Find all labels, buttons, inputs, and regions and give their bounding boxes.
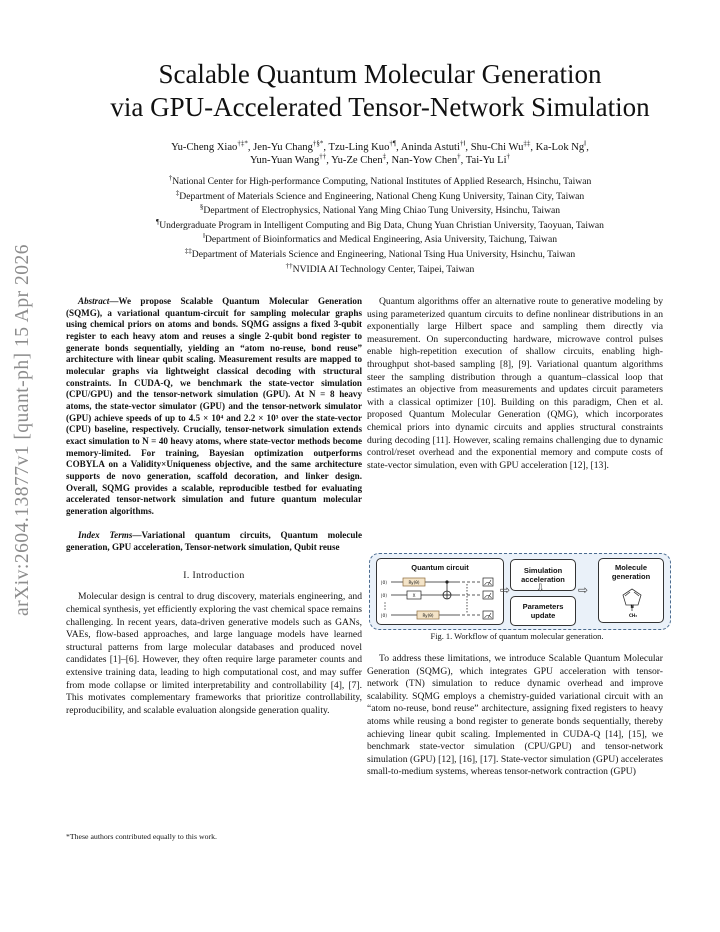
index-terms bbox=[66, 530, 362, 553]
arxiv-identifier bbox=[5, 200, 41, 660]
molecule-structure bbox=[599, 559, 665, 624]
quantum-circuit-label: Quantum circuit bbox=[411, 563, 469, 572]
atom-ch3: CH₃ bbox=[629, 613, 638, 618]
affiliation-list bbox=[60, 175, 700, 277]
left-column bbox=[66, 296, 362, 717]
affiliation-text: Department of Materials Science and Engineering, National Tsing Hua University, Hsinchu, Taiwan bbox=[191, 248, 576, 260]
author-name: Tai-Yu Li† bbox=[465, 152, 511, 167]
affiliation-mark: § bbox=[199, 203, 204, 211]
author-name: Yun-Yuan Wang†† bbox=[249, 152, 327, 167]
affiliation-text: Department of Materials Science and Engineering, National Cheng Kung University, Tainan City, Taiwan bbox=[179, 190, 585, 202]
author-affiliation-mark: †¶ bbox=[389, 139, 397, 148]
abstract-text: —We propose Scalable Quantum Molecular Generation (SQMG), a variational quantum-circuit for sampling molecular graphs using chemical priors on atoms and bonds. SQMG assigns a fixed 3-qubit register to each heavy atom and reuses a single 2-qubit bond register to generate bonds sequentially, yielding an “atom no-reuse, bond reuse” architecture with linear qubit scaling. Measurement results are mapped to molecular graphs via lightweight classical decoding with structural constraints. In CUDA-Q, we benchmark the state-vector simulation (CPU/GPU) and the tensor-network simulation (GPU). At N = 8 heavy atoms, the state-vector simulator (GPU) and the tensor-network simulator (GPU) achieve speeds of up to 4.5 × 10⁴ and 2.2 × 10³ over the state-vector (CPU) baseline, respectively. Crucially, tensor-network simulation extends exact simulation to N = 40 heavy atoms, where state-vector methods become memory-limited. For training, Bayesian optimization outperforms COBYLA on a Validity×Uniqueness objective, and the same architecture supports de novo generation, scaffold decoration, and linker design. Overall, SQMG provides a scalable, reproducible testbed for evaluating accelerated tensor-network simulation and future quantum molecular generation algorithms. bbox=[66, 296, 362, 516]
affiliation-mark: ¶ bbox=[156, 217, 160, 226]
abstract-label: Abstract bbox=[78, 296, 110, 306]
index-terms-text: —Variational quantum circuits, Quantum molecule generation, GPU acceleration, Tensor-network simulation, Qubit reuse bbox=[66, 530, 362, 553]
author-affiliation-mark: † bbox=[506, 152, 511, 161]
author-name: Yu-Cheng Xiao†‡* bbox=[171, 139, 248, 153]
affiliation bbox=[60, 204, 700, 219]
atom-n: N bbox=[630, 604, 634, 609]
author-affiliation-mark: ‡ bbox=[382, 152, 387, 161]
molecule-generation-label: Molecule generation bbox=[611, 563, 651, 581]
affiliation-text: Department of Bioinformatics and Medical Engineering, Asia University, Taichung, Taiwan bbox=[204, 234, 557, 246]
author-affiliation-mark: ‖ bbox=[584, 139, 587, 148]
author-affiliation-mark: ‡‡ bbox=[523, 139, 531, 148]
affiliation bbox=[60, 233, 700, 248]
ry-gate-label-1: Ry(θ) bbox=[408, 580, 420, 585]
molecule-generation-box bbox=[598, 558, 664, 623]
circuit-diagram bbox=[377, 559, 503, 624]
x-gate-label: X bbox=[412, 593, 416, 598]
affiliation bbox=[60, 263, 700, 278]
author-name: Shu-Chi Wu‡‡ bbox=[470, 139, 531, 153]
figure-1-caption: Fig. 1. Workflow of quantum molecular generation. bbox=[430, 632, 604, 641]
arrow-down-icon: ⇩ bbox=[536, 583, 545, 594]
affiliation-mark: †† bbox=[285, 261, 293, 270]
affiliation-mark: ‡‡ bbox=[184, 246, 192, 255]
author-name: Jen-Yu Chang†§* bbox=[253, 139, 324, 153]
quantum-circuit-box bbox=[376, 558, 504, 625]
footnote-equal-contribution: *These authors contributed equally to this work. bbox=[66, 832, 217, 841]
section-heading-introduction: I. Introduction bbox=[183, 569, 245, 581]
author-name: Tzu-Ling Kuo†¶ bbox=[328, 139, 397, 153]
affiliation-text: Undergraduate Program in Intelligent Computing and Big Data, Chung Yuan Christian University, Taoyuan, Taiwan bbox=[159, 219, 604, 231]
arxiv-id-text: arXiv:2604.13877v1 [quant-ph] 15 Apr 2026 bbox=[12, 244, 33, 616]
simulation-acceleration-box: Simulation acceleration bbox=[510, 559, 576, 591]
affiliation bbox=[60, 219, 700, 234]
figure-1-workflow bbox=[369, 553, 671, 630]
intro-paragraph-3: To address these limitations, we introduce Scalable Quantum Molecular Generation (SQMG), which integrates GPU acceleration with tensor-network (TN) simulation to reduce dynamic overhead and improve scalability. SQMG employs a chemistry-guided variational circuit with an “atom no-reuse, bond reuse” architecture, assigning fixed registers to heavy atoms while reusing a bond register to generate bonds sequentially, thereby achieving linear qubit scaling. Implemented in CUDA-Q [14], [15], we benchmark state-vector simulation (CPU/GPU) and tensor-network simulation (GPU) [12], [16], [17]. State-vector simulation (GPU) accelerates small-to-medium systems, whereas tensor-network contraction (GPU) bbox=[367, 653, 663, 778]
arrow-right-icon: ⇨ bbox=[500, 583, 511, 597]
ket-3: |0⟩ bbox=[381, 614, 388, 619]
ket-1: |0⟩ bbox=[381, 581, 388, 586]
affiliation-mark: ‖ bbox=[203, 232, 205, 241]
affiliation bbox=[60, 175, 700, 190]
affiliation-text: Department of Electrophysics, National Yang Ming Chiao Tung University, Hsinchu, Taiwan bbox=[203, 205, 561, 217]
index-terms-label: Index Terms bbox=[78, 530, 133, 541]
author-affiliation-mark: †‖ bbox=[459, 139, 466, 148]
arrow-right-icon: ⇨ bbox=[578, 583, 589, 597]
title-line-1: Scalable Quantum Molecular Generation bbox=[158, 59, 602, 89]
author-name: Ka-Lok Ng‖ bbox=[535, 139, 587, 153]
author-name: Yu-Ze Chen‡ bbox=[331, 152, 387, 167]
affiliation bbox=[60, 248, 700, 263]
author-list: Yu-Cheng Xiao†‡*, Jen-Yu Chang†§*, Tzu-Ling Kuo†¶, Aninda Astuti†‖, Shu-Chi Wu‡‡, Ka-Lok Ng‖, Yun-Yuan Wang††, Yu-Ze Chen‡, Nan-Yow Chen†, Tai-Yu Li† bbox=[171, 139, 589, 167]
author-name: Nan-Yow Chen† bbox=[391, 152, 461, 167]
author-affiliation-mark: † bbox=[457, 152, 461, 161]
right-column bbox=[367, 296, 663, 472]
affiliation-mark: † bbox=[168, 173, 173, 182]
affiliation-mark: ‡ bbox=[175, 188, 180, 197]
author-affiliation-mark: †§* bbox=[312, 139, 324, 148]
affiliation-text: NVIDIA AI Technology Center, Taipei, Taiwan bbox=[292, 263, 475, 275]
ry-gate-label-2: Ry(θ) bbox=[422, 613, 434, 618]
intro-paragraph-2: Quantum algorithms offer an alternative route to generative modeling by using parameterized quantum circuits to define nonlinear distributions in an exponentially large Hilbert space and sampling them directly via measurement. On superconducting hardware, microwave control pulses enable high-repetition execution of shallow circuits, enabling high-throughput shot-based sampling [8], [9]. Variational quantum algorithms steer the sampling distribution through a quantum–classical loop that estimates an objective from measurements and updates circuit parameters with a classical optimizer [10]. Building on this paradigm, Chen et al. proposed Quantum Molecular Generation (QMG), which incorporates chemical priors into dynamic circuits and applies structural constraints during decoding [11]. However, scaling remains challenging due to dynamic control/reset overhead and the exponential memory and compute costs of state-vector simulation, even with GPU acceleration [12], [13]. bbox=[367, 296, 663, 471]
author-affiliation-mark: †‡* bbox=[237, 139, 248, 148]
parameters-update-box: Parameters update bbox=[510, 596, 576, 626]
author-affiliation-mark: †† bbox=[319, 152, 327, 161]
affiliation bbox=[60, 190, 700, 205]
intro-paragraph-1: Molecular design is central to drug discovery, materials engineering, and chemical synthesis, yet efficiently exploring the vast chemical space remains challenging. In recent years, data-driven generative models such as GANs, VAEs, flow-based approaches, and large language models have learned structural patterns from large molecular databases and produced novel candidates [1]–[6]. However, they often require large parameter counts and extensive training data, leading to high computational cost, and may suffer from mode collapse or limited interpretability and controllability [4], [7]. This motivates complementary frameworks that prioritize controllability, reproducibility, and scalable evaluation alongside generation quality. bbox=[66, 591, 362, 716]
affiliation-text: National Center for High-performance Computing, National Institutes of Applied Research, Hsinchu, Taiwan bbox=[172, 176, 592, 187]
abstract bbox=[66, 296, 362, 517]
paper-title bbox=[60, 58, 700, 124]
author-name: Aninda Astuti†‖ bbox=[400, 139, 466, 153]
title-line-2: via GPU-Accelerated Tensor-Network Simulation bbox=[110, 92, 650, 122]
ket-2: |0⟩ bbox=[381, 594, 388, 599]
